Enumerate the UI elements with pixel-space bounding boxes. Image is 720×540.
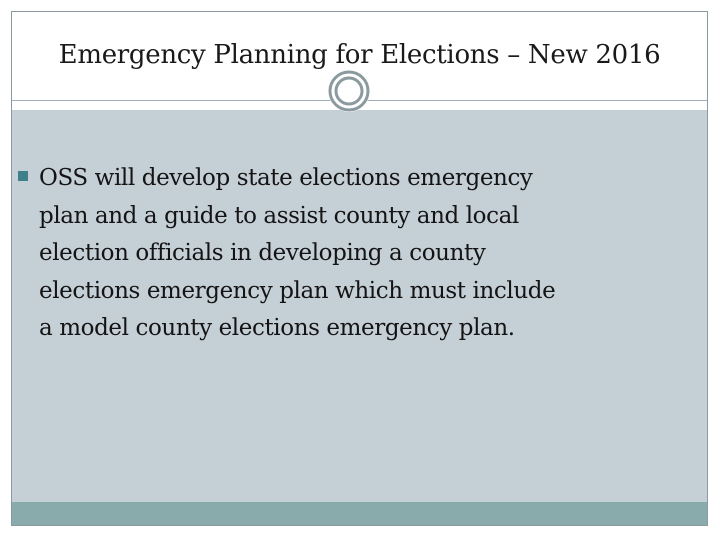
bullet-item [18,160,658,348]
bullet-text-line: elections emergency plan which must include [39,277,556,304]
footer-band [12,502,707,525]
slide-title: Emergency Planning for Elections – New 2016 [58,40,661,70]
bullet-text-line: election officials in developing a county [39,240,486,266]
bullet-text-line: plan and a guide to assist county and local [39,202,519,229]
bullet-text-line: OSS will develop state elections emergency [39,165,533,191]
bullet-text-line: a model county elections emergency plan. [39,315,515,341]
bullet-list [18,160,658,348]
circle-ring-icon [328,70,370,112]
square-bullet-icon [18,171,28,181]
